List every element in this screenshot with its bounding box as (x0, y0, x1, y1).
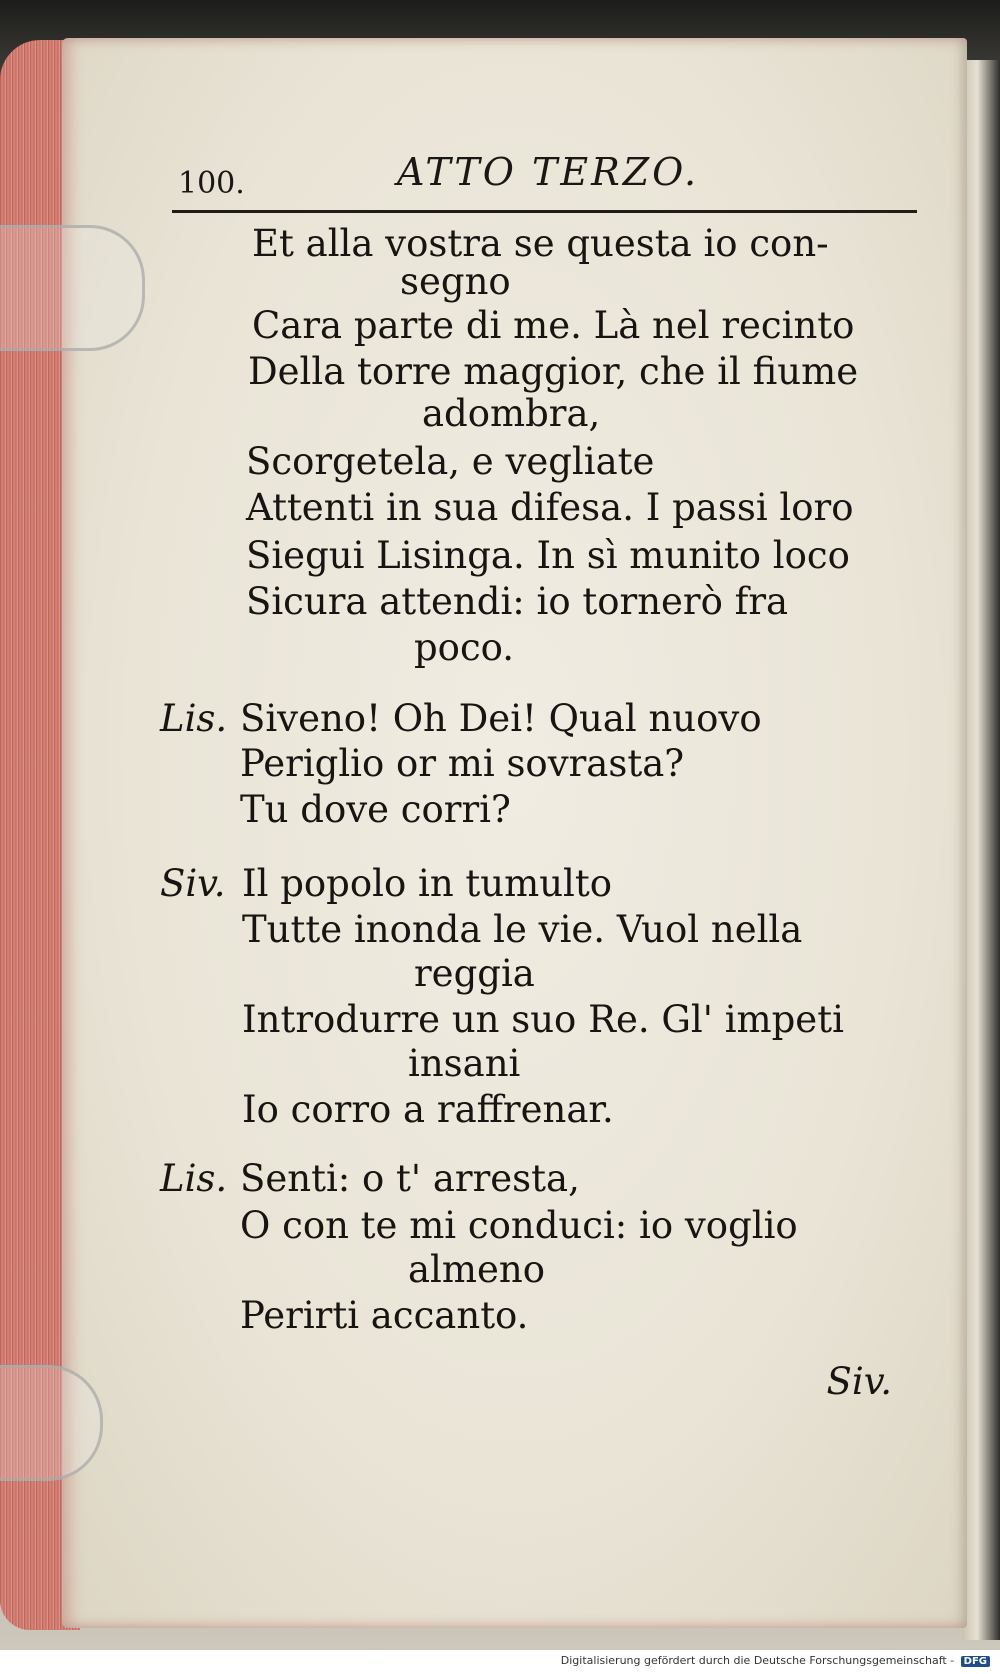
verse-line: reggia (414, 952, 535, 995)
verse-line: Siegui Lisinga. In sì munito loco (246, 534, 850, 577)
running-title: ATTO TERZO. (397, 150, 700, 194)
credit-text: Digitalisierung gefördert durch die Deutsche Forschungsgemeinschaft - (560, 1654, 955, 1667)
verse-line: Tu dove corri? (240, 788, 511, 831)
book-right-edge (962, 60, 1000, 1640)
verse-line: Periglio or mi sovrasta? (240, 742, 685, 785)
verse-line: Perirti accanto. (240, 1294, 529, 1337)
header-rule (172, 210, 917, 213)
verse-line: adombra, (422, 392, 601, 435)
page-clip-bottom (0, 1365, 103, 1481)
verse-line: poco. (414, 626, 515, 669)
verse-line: Siveno! Oh Dei! Qual nuovo (240, 697, 762, 740)
verse-line: O con te mi conduci: io voglio (240, 1204, 798, 1247)
speaker-label-lisinga: Lis. (160, 1157, 228, 1200)
catchword: Siv. (826, 1360, 892, 1403)
digitization-credit (561, 1654, 990, 1667)
verse-line: Io corro a raffrenar. (242, 1088, 614, 1131)
verse-line: Della torre maggior, che il fiume (248, 350, 859, 393)
verse-line: Sicura attendi: io tornerò fra (246, 580, 789, 623)
page-number: 100. (178, 166, 245, 201)
verse-line: Scorgetela, e vegliate (246, 440, 655, 483)
verse-line: insani (408, 1042, 521, 1085)
dfg-logo: DFG (961, 1656, 990, 1667)
verse-line: almeno (408, 1248, 545, 1291)
page-header (172, 148, 917, 218)
page-clip-top (0, 225, 145, 351)
verse-line: Cara parte di me. Là nel recinto (252, 304, 855, 347)
verse-line: Senti: o t' arresta, (240, 1157, 580, 1200)
speaker-label-lisinga: Lis. (160, 697, 228, 740)
verse-line: Introdurre un suo Re. Gl' impeti (242, 998, 844, 1041)
verse-line: Et alla vostra se questa io con- (252, 222, 829, 265)
verse-line: segno (400, 260, 511, 303)
speaker-label-siveno: Siv. (160, 862, 226, 905)
verse-line: Il popolo in tumulto (242, 862, 613, 905)
verse-line: Attenti in sua difesa. I passi loro (246, 486, 854, 529)
verse-line: Tutte inonda le vie. Vuol nella (242, 908, 803, 951)
